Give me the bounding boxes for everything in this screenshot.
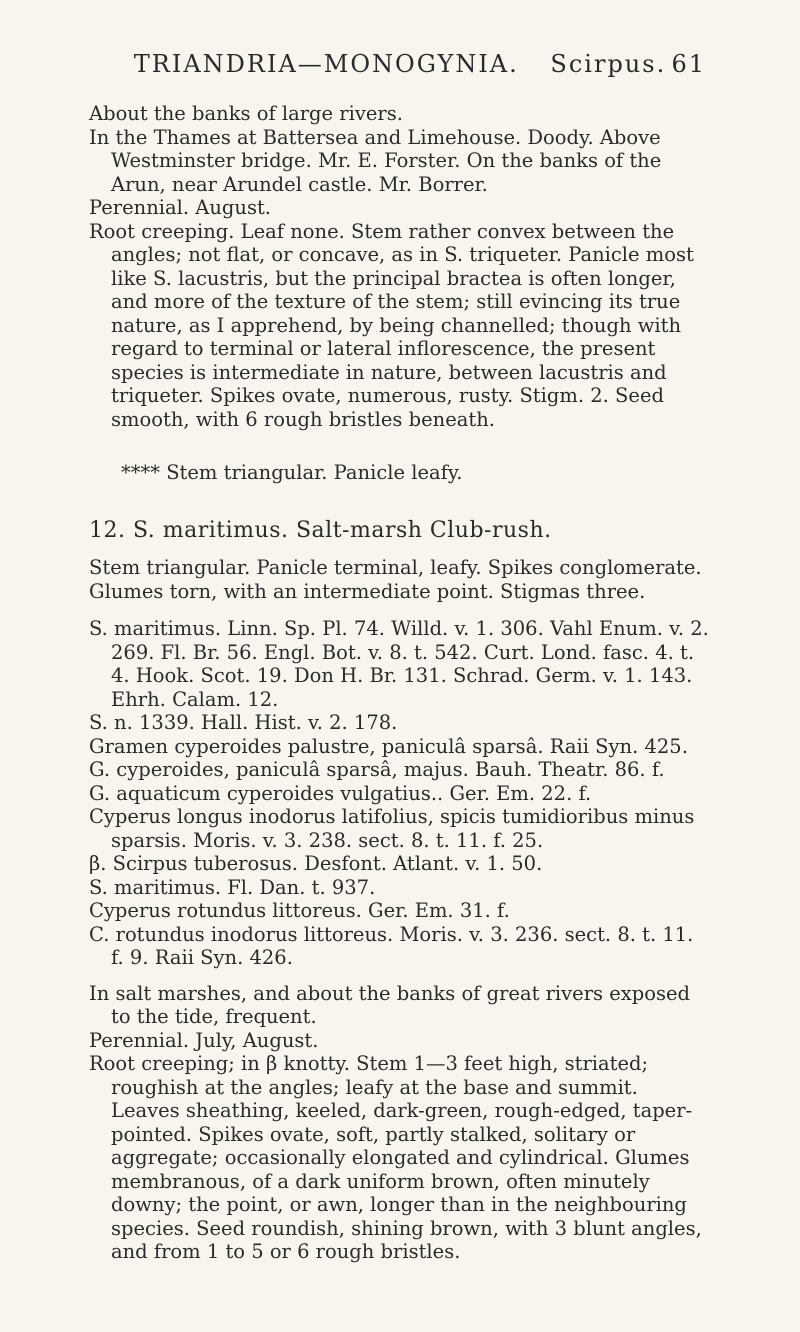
prev-description: Root creeping. Leaf none. Stem rather convex between the angles; not flat, or concave, as in S. triqueter. Panicle most like S. lacustris, but the principal bractea is often longer, and more of the texture of the stem; still evincing its true nature, as I apprehend, by being channelled; though with regard to terminal or lateral inflorescence, the present species is intermediate in nature, between lacustris and triqueter. Spikes ovate, numerous, rusty. Stigm. 2. Seed smooth, with 6 rough bristles beneath. — [89, 219, 694, 431]
species-habitat: In salt marshes, and about the banks of great rivers exposed to the tide, frequent. — [89, 981, 691, 1028]
header-genus: Scirpus. — [550, 50, 667, 78]
species-character: Stem triangular. Panicle terminal, leafy. Spikes conglomerate. Glumes torn, with an intermediate point. Stigmas three. — [89, 556, 702, 603]
species-description: Root creeping; in β knotty. Stem 1—3 feet high, striated; roughish at the angles; leafy at the base and summit. Leaves sheathing, keeled, dark-green, rough-edged, taper-pointed. Spikes ovate, soft, partly stalked, solitary or aggregate; occasionally elongated and cylindrical. Glumes membranous, of a dark uniform brown, often minutely downy; the point, or awn, longer than in the neighbouring species. Seed roundish, shining brown, with 3 blunt angles, and from 1 to 5 or 6 rough bristles. — [89, 1052, 702, 1263]
synonym-entry: C. rotundus inodorus littoreus. Moris. v. 3. 236. sect. 8. t. 11. f. 9. Raii Syn. 426. — [89, 922, 694, 969]
section-heading: **** Stem triangular. Panicle leafy. — [121, 461, 463, 484]
synonym-entry: β. Scirpus tuberosus. Desfont. Atlant. v. 1. 50. — [89, 852, 543, 875]
synonym-entry: S. n. 1339. Hall. Hist. v. 2. 178. — [89, 711, 398, 734]
synonym-entry: S. maritimus. Fl. Dan. t. 937. — [89, 875, 376, 899]
prev-habitat-2: In the Thames at Battersea and Limehouse. Doody. Above Westminster bridge. Mr. E. Forster. On the banks of the Arun, near Arundel castle. Mr. Borrer. — [89, 125, 662, 196]
prev-habitat-1: About the banks of large rivers. — [89, 102, 403, 125]
species-duration: Perennial. July, August. — [89, 1028, 319, 1052]
synonym-entry: G. aquaticum cyperoides vulgatius.. Ger. Em. 22. f. — [89, 781, 592, 805]
synonym-entry: G. cyperoides, paniculâ sparsâ, majus. Bauh. Theatr. 86. f. — [89, 758, 665, 781]
synonym-entry: Gramen cyperoides palustre, paniculâ sparsâ. Raii Syn. 425. — [89, 734, 688, 758]
page-body — [89, 102, 709, 1264]
header-title: TRIANDRIA—MONOGYNIA. — [133, 50, 519, 78]
synonym-entry: Cyperus longus inodorus latifolius, spicis tumidioribus minus sparsis. Moris. v. 3. 238. sect. 8. t. 11. f. 25. — [89, 805, 695, 852]
species-heading: 12. S. maritimus. Salt-marsh Club-rush. — [89, 517, 552, 543]
synonym-entry: Cyperus rotundus littoreus. Ger. Em. 31. f. — [89, 899, 510, 922]
page-number: 61 — [671, 50, 706, 78]
synonym-entry: S. maritimus. Linn. Sp. Pl. 74. Willd. v. 1. 306. Vahl Enum. v. 2. 269. Fl. Br. 56. Engl. Bot. v. 8. t. 542. Curt. Lond. fasc. 4. t. 4. Hook. Scot. 19. Don H. Br. 131. Schrad. Germ. v. 1. 143. Ehrh. Calam. 12. — [89, 617, 709, 711]
running-header — [0, 50, 800, 78]
prev-duration: Perennial. August. — [89, 196, 271, 219]
